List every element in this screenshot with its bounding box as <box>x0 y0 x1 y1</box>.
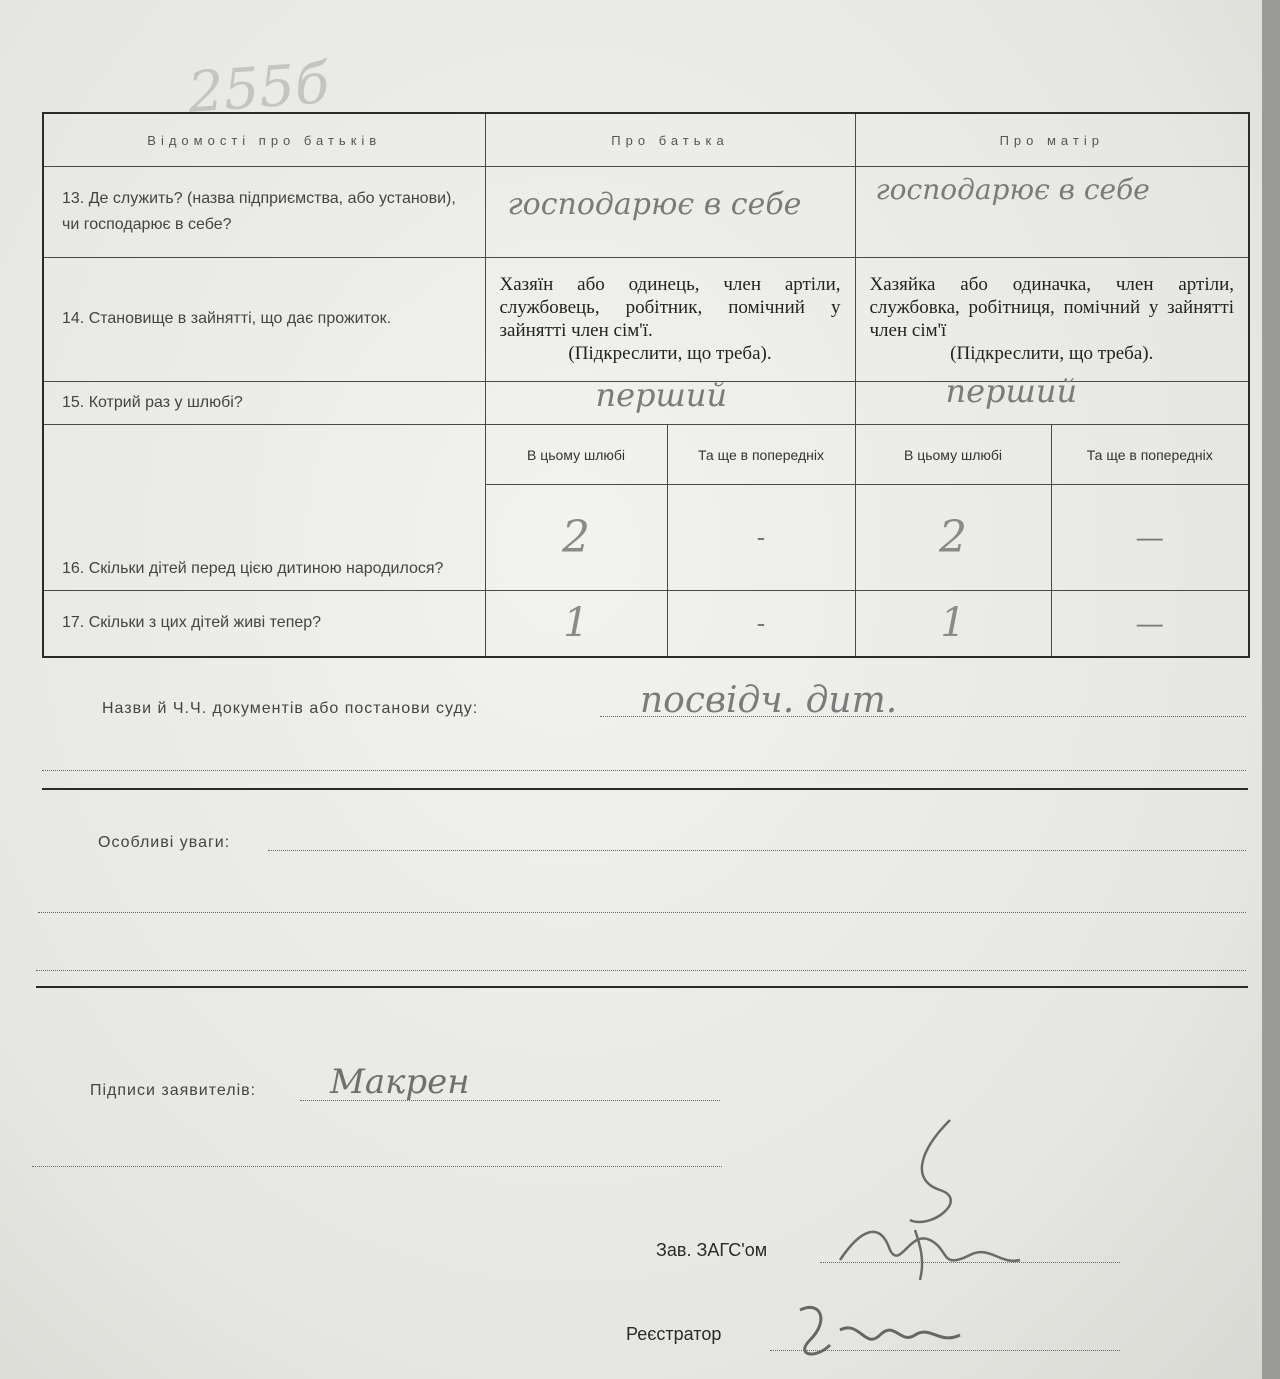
mother-marriage-count: перший <box>945 372 1078 411</box>
documents-label: Назви й Ч.Ч. документів або постанови суду: <box>102 700 479 717</box>
mother-occupation-cell <box>855 257 1249 382</box>
father-workplace-cell <box>485 167 855 257</box>
subheader-this-marriage-mother: В цьому шлюбі <box>855 425 1051 485</box>
header-mother: Про матір <box>855 113 1249 167</box>
head-signature <box>820 1110 1040 1290</box>
mother-workplace-cell <box>855 167 1249 257</box>
parents-info-table <box>42 112 1250 658</box>
registrar-label: Реєстратор <box>626 1324 722 1344</box>
mother-marriage-count-cell <box>855 372 1249 425</box>
father-occupation-note: (Підкреслити, що треба). <box>568 343 772 365</box>
question-17: 17. Скільки з цих дітей живі тепер? <box>43 590 485 657</box>
question-13: 13. Де служить? (назва підприємства, або установи), чи господарює в себе? <box>43 167 485 257</box>
question-15: 15. Котрий раз у шлюбі? <box>43 382 485 425</box>
documents-line-1 <box>600 716 1246 717</box>
archive-mark: 255б <box>185 51 332 126</box>
head-label: Зав. ЗАГС'ом <box>656 1240 768 1260</box>
children-alive-father-this: 1 <box>485 590 667 657</box>
father-marriage-count-cell <box>485 376 855 425</box>
subheader-this-marriage-father: В цьому шлюбі <box>485 425 667 485</box>
remarks-line-1 <box>268 850 1246 851</box>
applicants-line-2 <box>32 1166 722 1167</box>
children-born-father-prev: - <box>667 485 855 590</box>
question-16: 16. Скільки дітей перед цією дитиною народилося? <box>43 425 485 591</box>
applicant-signature: Макрен <box>330 1062 470 1102</box>
children-born-father-this: 2 <box>485 485 667 590</box>
applicants-label: Підписи заявителів: <box>90 1082 257 1099</box>
mother-occupation-options: Хазяйка або одиначка, член артіли, службовка, робітниця, помічний у зайнятті член сім'ї <box>869 274 1234 342</box>
children-born-mother-prev: — <box>1051 485 1249 590</box>
father-marriage-count: перший <box>595 376 728 415</box>
header-info: Відомості про батьків <box>43 113 485 167</box>
children-alive-father-prev: - <box>667 590 855 657</box>
remarks-label: Особливі уваги: <box>98 834 231 851</box>
mother-occupation-note: (Підкреслити, що треба). <box>950 343 1154 365</box>
children-alive-mother-this: 1 <box>855 590 1051 657</box>
children-alive-mother-prev: — <box>1051 590 1249 657</box>
question-14: 14. Становище в зайнятті, що дає прожиток. <box>43 257 485 382</box>
registrar-signature <box>770 1290 990 1370</box>
father-workplace-value: господарює в себе <box>507 187 802 223</box>
remarks-line-2 <box>38 912 1246 913</box>
subheader-previous-father: Та ще в попередніх <box>667 425 855 485</box>
documents-line-2 <box>42 770 1246 771</box>
father-occupation-cell <box>485 257 855 382</box>
subheader-previous-mother: Та ще в попередніх <box>1051 425 1249 485</box>
mother-workplace-value: господарює в себе <box>875 173 1150 207</box>
section-divider-2 <box>36 986 1248 988</box>
documents-value: посвідч. дит. <box>640 680 898 721</box>
section-divider-1 <box>42 788 1248 790</box>
page-edge <box>1262 0 1280 1379</box>
header-father: Про батька <box>485 113 855 167</box>
remarks-line-3 <box>36 970 1246 971</box>
father-occupation-options: Хазяїн або одинець, член артіли, службовець, робітник, помічний у зайнятті член сім'ї. <box>499 274 841 342</box>
children-born-mother-this: 2 <box>855 485 1051 590</box>
applicants-line-1 <box>300 1100 720 1101</box>
